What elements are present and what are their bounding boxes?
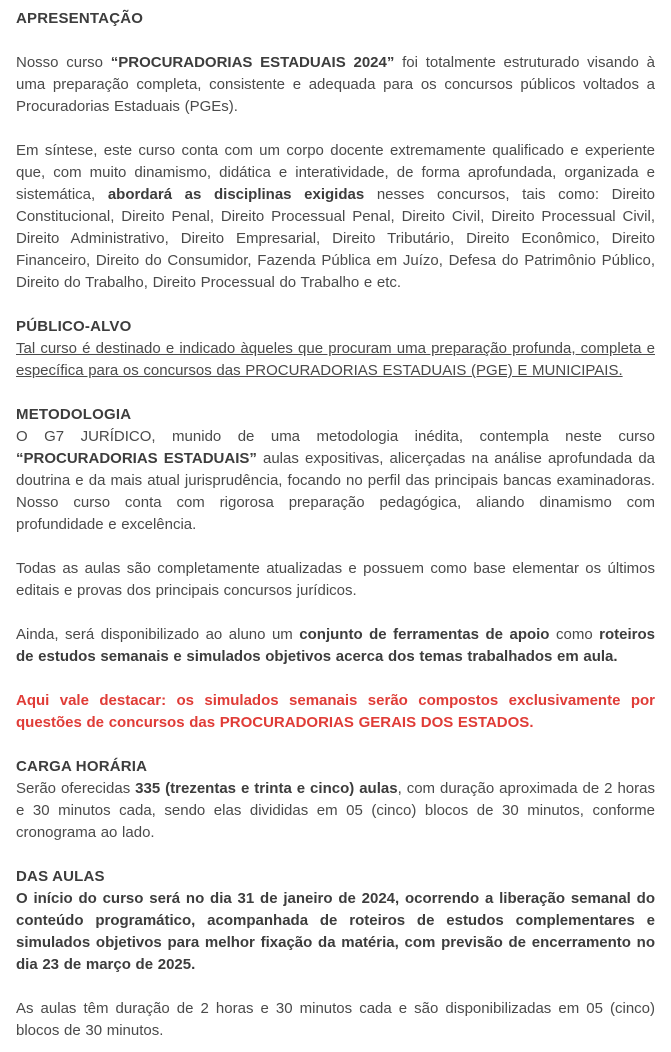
text-run-bold: O início do curso será no dia 31 de janeiro de 2024, ocorrendo a liberação semanal do conteúdo programático, acompanhada de roteiros de estudos complementares e simulados objetivos para melhor fixação da matéria, com previsão de encerramento no dia 23 de março de 2025. <box>16 890 655 973</box>
text-run-bold: “PROCURADORIAS ESTADUAIS” <box>16 450 257 467</box>
text-run: Todas as aulas são completamente atualizadas e possuem como base elementar os últimos editais e provas dos principais concursos jurídicos. <box>16 560 655 599</box>
paragraph <box>16 998 655 1042</box>
paragraph <box>16 624 655 668</box>
highlight-paragraph <box>16 690 655 734</box>
text-run-bold: Aqui vale destacar: os simulados semanais serão compostos exclusivamente por questões de concursos das PROCURADORIAS GERAIS DOS ESTADOS. <box>16 692 655 731</box>
paragraph <box>16 888 655 976</box>
paragraph <box>16 426 655 536</box>
text-run: Tal curso é destinado e indicado àqueles que procuram uma preparação profunda, completa e específica para os concursos das PROCURADORIAS ESTADUAIS (PGE) E MUNICIPAIS. <box>16 340 655 379</box>
paragraph <box>16 558 655 602</box>
section-heading-carga-horaria: CARGA HORÁRIA <box>16 758 148 775</box>
text-run: Ainda, será disponibilizado ao aluno um <box>16 626 300 643</box>
text-run-bold: conjunto de ferramentas de apoio <box>299 626 550 643</box>
text-run: nesses concursos, tais como: Direito Constitucional, Direito Penal, Direito Processual Penal, Direito Civil, Direito Processual Civil, Direito Administrativo, Direito Empresarial, Direito Tributário, Direito Econômico, Direito Financeiro, Direito do Consumidor, Fazenda Pública em Juízo, Defesa do Patrimônio Público, Direito do Trabalho, Direito Processual do Trabalho e etc. <box>16 186 656 291</box>
text-run-bold: abordará as disciplinas exigidas <box>107 186 365 203</box>
text-run: como <box>549 626 600 643</box>
text-run: foi totalmente estruturado visando à uma preparação completa, consistente e adequada para os concursos públicos voltados a Procuradorias Estaduais (PGEs). <box>16 54 655 115</box>
text-run: Em síntese, este curso conta com um corpo docente extremamente qualificado e experiente que, com muito dinamismo, didática e interatividade, de forma aprofundada, organizada e sistemática, <box>16 142 655 203</box>
text-run: As aulas têm duração de 2 horas e 30 minutos cada e são disponibilizadas em 05 (cinco) blocos de 30 minutos. <box>16 1000 655 1039</box>
text-run-bold: 335 (trezentas e trinta e cinco) aulas <box>135 780 398 797</box>
section-heading-publico-alvo: PÚBLICO-ALVO <box>16 318 132 335</box>
text-run: Serão oferecidas <box>16 780 136 797</box>
paragraph <box>16 52 655 118</box>
section-heading-apresentacao: APRESENTAÇÃO <box>16 10 144 27</box>
text-run-bold: “PROCURADORIAS ESTADUAIS 2024” <box>110 54 395 71</box>
paragraph <box>16 778 655 844</box>
text-run: , com duração aproximada de 2 horas e 30 minutos cada, sendo elas divididas em 05 (cinco) blocos de 30 minutos, conforme cronograma ao lado. <box>16 780 655 841</box>
text-run-bold: roteiros de estudos semanais e simulados objetivos acerca dos temas trabalhados em aula. <box>16 626 656 665</box>
section-heading-metodologia: METODOLOGIA <box>16 406 132 423</box>
text-run: Nosso curso <box>16 54 111 71</box>
text-run: O G7 JURÍDICO, munido de uma metodologia inédita, contempla neste curso <box>16 428 655 445</box>
underlined-paragraph <box>16 338 655 382</box>
text-run: aulas expositivas, alicerçadas na análise aprofundada da doutrina e da mais atual jurisprudência, focando no perfil das principais bancas examinadoras. Nosso curso conta com rigorosa preparação pedagógica, aliando dinamismo com profundidade e excelência. <box>16 450 656 533</box>
paragraph <box>16 140 655 294</box>
section-heading-das-aulas: DAS AULAS <box>16 868 105 885</box>
